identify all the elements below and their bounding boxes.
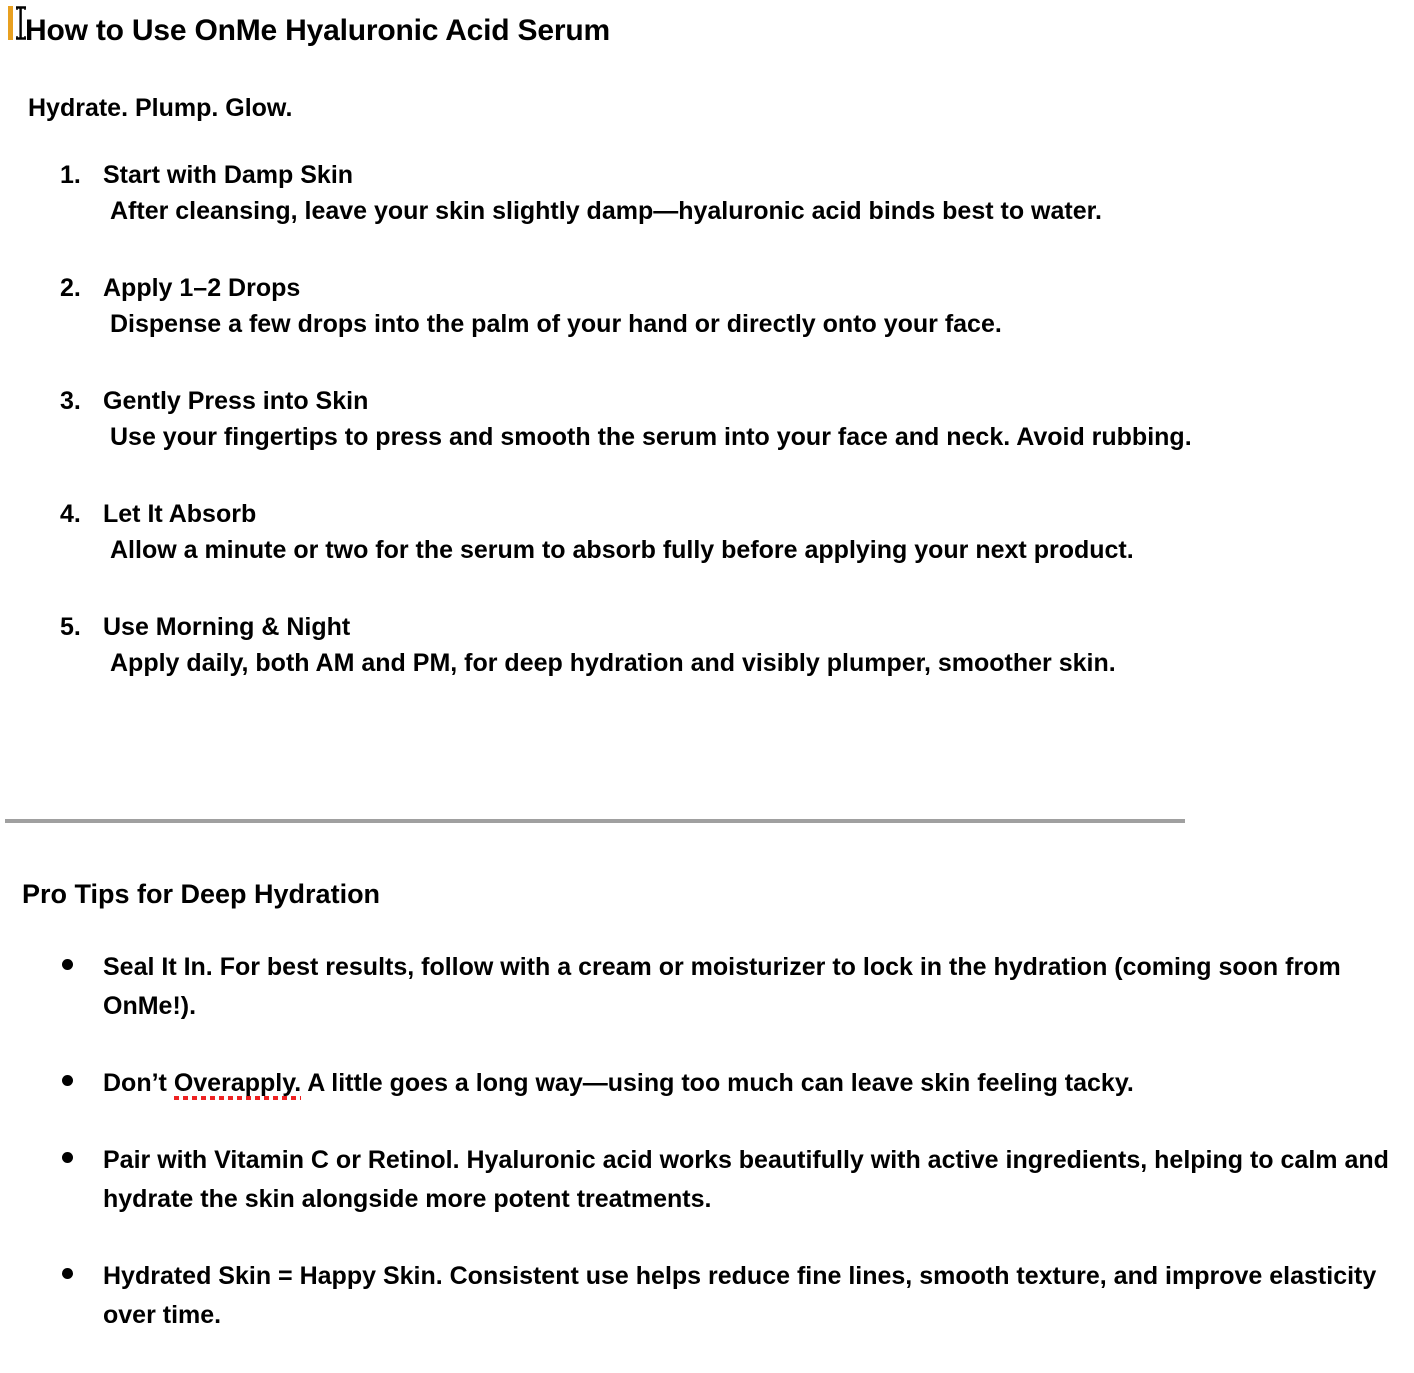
spellcheck-misspelled-word[interactable]: Overapply. (174, 1069, 301, 1100)
step-description: Use your fingertips to press and smooth the serum into your face and neck. Avoid rubbing. (110, 423, 1192, 451)
bullet-icon (62, 1152, 73, 1163)
step-title: Gently Press into Skin (103, 387, 369, 415)
pro-tips-list (0, 948, 1414, 1373)
step-description: Dispense a few drops into the palm of your hand or directly onto your face. (110, 310, 1002, 338)
steps-list (0, 158, 1414, 723)
list-item (0, 158, 1414, 230)
step-description: Apply daily, both AM and PM, for deep hydration and visibly plumper, smoother skin. (110, 649, 1116, 677)
bullet-icon (62, 1268, 73, 1279)
step-description: After cleansing, leave your skin slightly damp—hyaluronic acid binds best to water. (110, 197, 1102, 225)
tip-text: Seal It In. For best results, follow with a cream or moisturizer to lock in the hydration (coming soon from OnMe!). (103, 953, 1341, 1020)
list-item (0, 384, 1414, 456)
list-item (0, 610, 1414, 682)
list-item (0, 1257, 1414, 1335)
page-title: How to Use OnMe Hyaluronic Acid Serum (25, 14, 610, 47)
list-marker: 4. (60, 500, 81, 528)
list-marker: 1. (60, 161, 81, 189)
step-title: Apply 1–2 Drops (103, 274, 301, 302)
bullet-icon (62, 959, 73, 970)
step-description: Allow a minute or two for the serum to absorb fully before applying your next product. (110, 536, 1134, 564)
step-title: Let It Absorb (103, 500, 257, 528)
list-item (0, 1064, 1414, 1103)
text-caret (8, 6, 13, 40)
section-heading: Pro Tips for Deep Hydration (22, 879, 381, 909)
tip-text: Pair with Vitamin C or Retinol. Hyaluronic acid works beautifully with active ingredients, helping to calm and hydrate the skin alongside more potent treatments. (103, 1146, 1389, 1213)
tip-text: Hydrated Skin = Happy Skin. Consistent use helps reduce fine lines, smooth texture, and improve elasticity over time. (103, 1262, 1377, 1329)
tip-text-prefix: Don’t (103, 1069, 174, 1097)
list-item (0, 271, 1414, 343)
list-marker: 3. (60, 387, 81, 415)
tagline: Hydrate. Plump. Glow. (28, 94, 293, 122)
list-marker: 5. (60, 613, 81, 641)
list-marker: 2. (60, 274, 81, 302)
step-title: Start with Damp Skin (103, 161, 354, 189)
list-item (0, 497, 1414, 569)
step-title: Use Morning & Night (103, 613, 351, 641)
tip-text-suffix: A little goes a long way—using too much can leave skin feeling tacky. (301, 1069, 1134, 1097)
tip-text (103, 1064, 1414, 1103)
section-divider (5, 819, 1185, 823)
list-item (0, 1141, 1414, 1219)
list-item (0, 948, 1414, 1026)
bullet-icon (62, 1075, 73, 1086)
